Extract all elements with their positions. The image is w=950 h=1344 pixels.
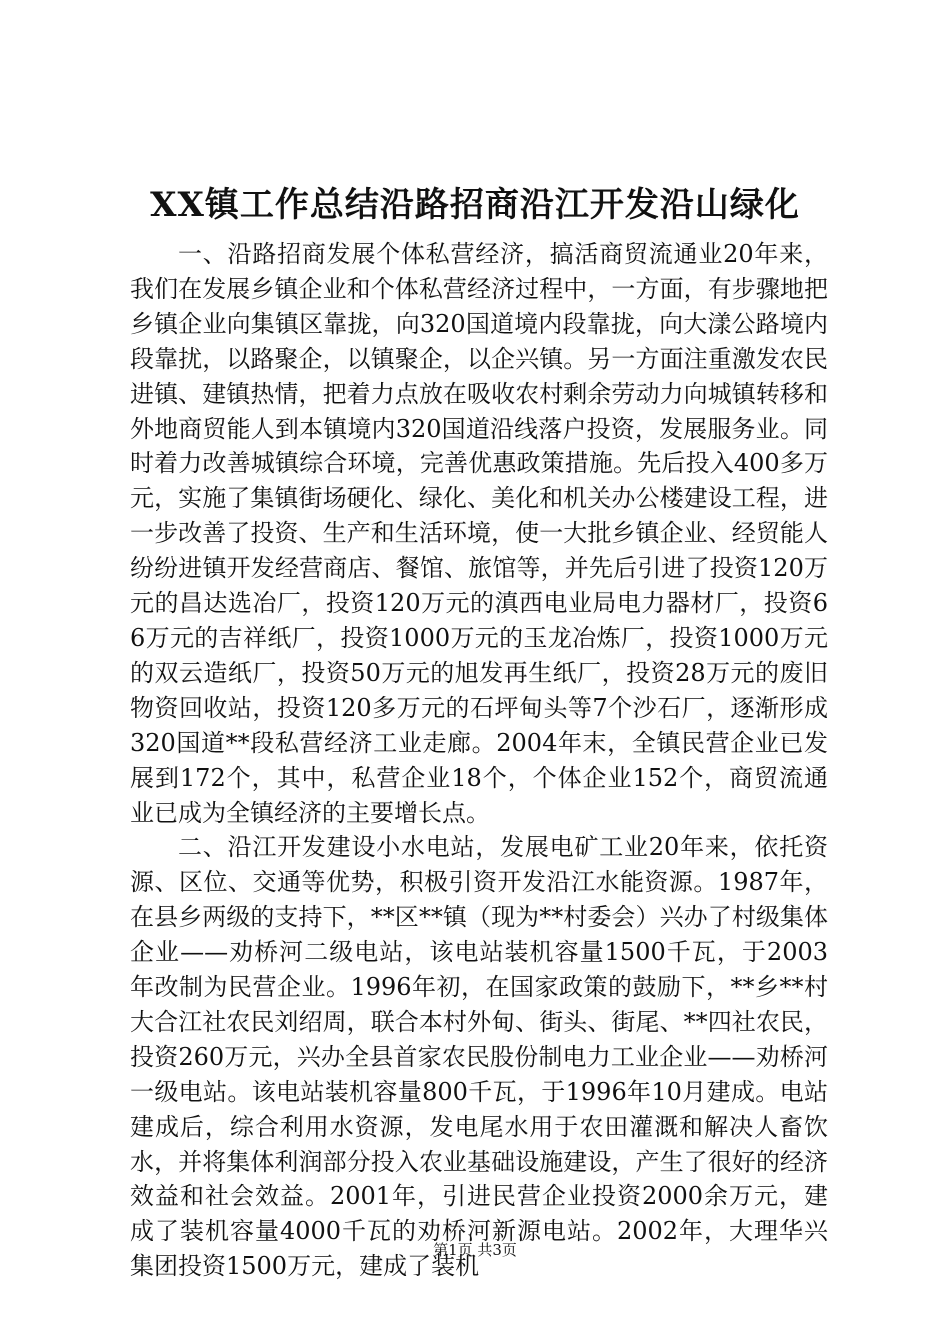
document-title: XX镇工作总结沿路招商沿江开发沿山绿化 [150,185,800,225]
document-body [130,237,828,1284]
paragraph-1: 一、沿路招商发展个体私营经济，搞活商贸流通业20年来，我们在发展乡镇企业和个体私营经济过程中，一方面，有步骤地把乡镇企业向集镇区靠拢，向320国道境内段靠拢，向大漾公路境内段靠扰，以路聚企，以镇聚企，以企兴镇。另一方面注重激发农民进镇、建镇热情，把着力点放在吸收农村剩余劳动力向城镇转移和外地商贸能人到本镇境内320国道沿线落户投资，发展服务业。同时着力改善城镇综合环境，完善优惠政策措施。先后投入400多万元，实施了集镇街场硬化、绿化、美化和机关办公楼建设工程，进一步改善了投资、生产和生活环境，使一大批乡镇企业、经贸能人纷纷进镇开发经营商店、餐馆、旅馆等，并先后引进了投资120万元的昌达选冶厂，投资120万元的滇西电业局电力器材厂，投资66万元的吉祥纸厂，投资1000万元的玉龙冶炼厂，投资1000万元的双云造纸厂，投资50万元的旭发再生纸厂，投资28万元的废旧物资回收站，投资120多万元的石坪甸头等7个沙石厂，逐渐形成320国道**段私营经济工业走廊。2004年末，全镇民营企业已发展到172个，其中，私营企业18个，个体企业152个，商贸流通业已成为全镇经济的主要增长点。 [130,240,828,827]
paragraph-2: 二、沿江开发建设小水电站，发展电矿工业20年来，依托资源、区位、交通等优势，积极引资开发沿江水能资源。1987年，在县乡两级的支持下，**区**镇（现为**村委会）兴办了村级集体企业——劝桥河二级电站，该电站装机容量1500千瓦，于2003年改制为民营企业。1996年初，在国家政策的鼓励下，**乡**村大合江社农民刘绍周，联合本村外甸、街头、街尾、**四社农民，投资260万元，兴办全县首家农民股份制电力工业企业——劝桥河一级电站。该电站装机容量800千瓦，于1996年10月建成。电站建成后，综合利用水资源，发电尾水用于农田灌溉和解决人畜饮水，并将集体利润部分投入农业基础设施建设，产生了很好的经济效益和社会效益。2001年，引进民营企业投资2000余万元，建成了装机容量4000千瓦的劝桥河新源电站。2002年，大理华兴集团投资1500万元，建成了装机 [130,833,828,1281]
page-number-footer: 第1页 共3页 [433,1241,517,1259]
